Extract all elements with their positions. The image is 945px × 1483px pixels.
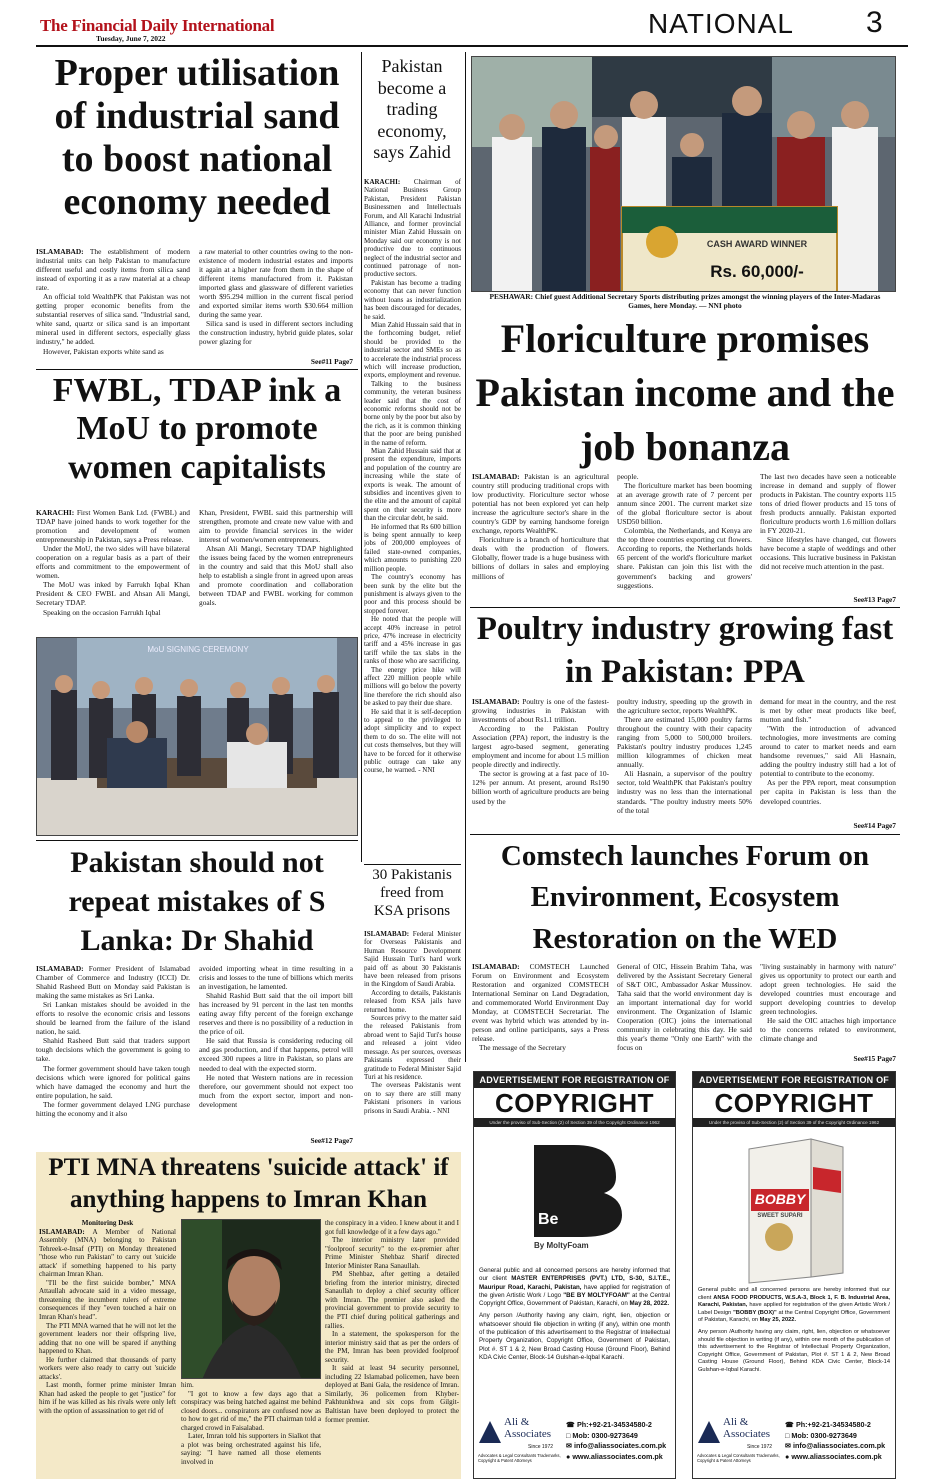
flori-continued: See#13 Page7 bbox=[853, 595, 896, 604]
peshawar-photo bbox=[471, 56, 896, 292]
ad1-firm-name: Ali & Associates bbox=[504, 1416, 552, 1440]
ad1-para2: Any person /Authority having any claim, right, lien, objection or whatsoever should file objection in writing (if any), within one month of the publication of this advertisement to the Registrar of Intellectual Property Organization, Copyright Office, Government of Pakistan, Plot #. ST 1 & 2, New Broad Casting House (Ground Floor), Behind KDA Civic Center, Block-14 Gulshan-e-Iqbal Karachi. bbox=[479, 1312, 670, 1361]
zahid-p8: He noted that the people will accept 40% increase in petrol price, 47% increase in electricity tariff and a 45% increase in gas tariff while the tax slabs in the ranks of those who are sacrificing. bbox=[364, 615, 461, 666]
comstech-col3 bbox=[760, 962, 896, 1054]
ad2-para1 bbox=[693, 1287, 895, 1325]
zahid-p3: Mian Zahid Hussain said that in the forthcoming budget, relief should be provided to the industrial sector and SMEs so as to accelerate the industrial process which will increase production, exports, employment and revenue. bbox=[364, 320, 461, 380]
zahid-p1: Chairman of National Business Group Pakistan, President Pakistan Businessmen and Intellectuals Forum, and All Karachi Industrial Alliance, and former provincial minister Mian Zahid Hussain on Monday said our economy is not productive due to continuous neglect of the industrial sector and continued patronage of non-productive sectors. bbox=[364, 178, 461, 279]
ad1-para1-post: at the Central Copyright Office, Government of Pakistan, Karachi, on bbox=[479, 1291, 670, 1308]
ad1-phone: ☎ Ph:+92-21-34534580-2 bbox=[566, 1420, 652, 1429]
fwbl-p3: The MoU was inked by Farrukh Iqbal Khan President & CEO FWBL and Ahsan Ali Mangi, Secretary TDAP. bbox=[36, 580, 190, 608]
pti-p4: He further claimed that thousands of party workers were also ready to carry out 'suicide attacks'. bbox=[39, 1355, 176, 1381]
ad2-top-banner: ADVERTISEMENT FOR REGISTRATION OF bbox=[693, 1072, 895, 1088]
poultry-dateline: ISLAMABAD: bbox=[472, 697, 520, 706]
flori-p4: The floriculture market has been booming at an average growth rate of 7 percent per annum since 2001. The current market size of the global floriculture sector is about USD50 billion. bbox=[617, 481, 752, 527]
ad2-date: May 25, 2022. bbox=[759, 1317, 797, 1324]
ad1-logo-by: By MoltyFoam bbox=[534, 1241, 589, 1250]
ad1-copyright-word: COPYRIGHT bbox=[494, 1088, 655, 1118]
comstech-dateline: ISLAMABAD: bbox=[472, 962, 520, 971]
poultry-p5: There are estimated 15,000 poultry farms throughout the country with their capacity ranging from 5,000 to 500,000 broilers. Pakistan's poultry industry produces 1,245 million kilogrammes of chicken meat annually. bbox=[617, 715, 752, 770]
flori-dateline: ISLAMABAD: bbox=[472, 472, 520, 481]
ad1-logo-text: Be bbox=[538, 1211, 559, 1228]
pti-byline: Monitoring Desk bbox=[81, 1219, 134, 1227]
pti-p6: him. bbox=[181, 1381, 194, 1389]
fwbl-p1: First Women Bank Ltd. (FWBL) and TDAP have joined hands to work together for the promotion and development of women entrepreneurship in Pakistan, says a Press release. bbox=[36, 508, 190, 545]
pti-p3: The PTI MNA warned that he will not let the government leaders nor their offspring live, adding that no one will be spared if anything happened to Khan. bbox=[39, 1321, 176, 1356]
ad2-client: ANSA FOOD PRODUCTS, W.S.A-3, Block 1, F. B. Industrial Area, Karachi, Pakistan, bbox=[698, 1294, 890, 1309]
pti-p5: Last month, former prime minister Imran Khan had asked the people to get "justice" for him if he was killed as his rivals were only left with the option of assassination to get rid of bbox=[39, 1381, 176, 1416]
sand-p2: An official told WealthPK that Pakistan was not getting proper economic benefits from the substantial reserves of silica sand. "Industrial sand, white sand, quartz or silica sand is an important mineral used in different sectors, especially glass industry," he added. bbox=[36, 292, 190, 347]
ad1-para1 bbox=[474, 1267, 675, 1308]
page-number: 3 bbox=[866, 6, 883, 39]
poultry-p6: Ali Hasnain, a supervisor of the poultry sector, told WealthPK that Pakistan's poultry industry was no less than the international standards. "The poultry industry meets 50% of the total bbox=[617, 769, 752, 815]
ad2-logo-text: BOBBY bbox=[754, 1191, 806, 1207]
sand-p3: However, Pakistan exports white sand as bbox=[43, 346, 164, 356]
flori-col2 bbox=[617, 472, 752, 606]
comstech-continued: See#15 Page7 bbox=[853, 1054, 896, 1063]
ad1-firm-triangle-icon bbox=[478, 1420, 502, 1444]
poultry-continued: See#14 Page7 bbox=[853, 821, 896, 830]
flori-col3 bbox=[760, 472, 896, 596]
poultry-col3 bbox=[760, 697, 896, 821]
fwbl-col1 bbox=[36, 508, 190, 632]
ad1-client: MASTER ENTERPRISES (PVT.) LTD, S-30, S.I.T.E., Mauripur Road, Karachi, Pakistan, bbox=[479, 1275, 670, 1291]
zahid-p7: The country's economy has been sunk by the elite but the punishment is always given to the poor and this process should be stopped forever. bbox=[364, 573, 461, 615]
comstech-col2 bbox=[617, 962, 752, 1066]
ad2-para1-pre: General public and all concerned persons are hereby informed that our client bbox=[698, 1287, 890, 1301]
ad2-firm-triangle-icon bbox=[697, 1420, 721, 1444]
flori-headline: Floriculture promises Pakistan income and the job bonanza bbox=[475, 316, 895, 469]
fwbl-photo-illustration bbox=[37, 638, 358, 836]
flori-p3: people. bbox=[617, 472, 639, 481]
ad2-work-name: "BOBBY (BOX)" bbox=[733, 1309, 777, 1316]
pti-col3 bbox=[325, 1219, 459, 1477]
ad1-firm-logo bbox=[478, 1416, 562, 1474]
masthead-newspaper-name: The Financial Daily International bbox=[40, 16, 275, 35]
pti-mna-photo bbox=[181, 1219, 321, 1379]
comstech-col1 bbox=[472, 962, 609, 1066]
prisons-p3: Sources privy to the matter said the released Pakistanis from abroad went to Sajid Turi's house and released a joint video message. As per sources, overseas Pakistanis expressed their gratitude to Federal Minister Sajid Turi at his residence. bbox=[364, 1014, 461, 1081]
lanka-p6: avoided importing wheat in time resulting in a crisis and losses to the tune of billions which merits an investigation, he lamented. bbox=[199, 964, 353, 992]
lanka-p7: Shahid Rashid Butt said that the oil import bill has increased by 91 percent in the last ten months eating away fifty percent of the foreign exchange reserves and there is no possibility of a reduction in the price of oil. bbox=[199, 991, 353, 1037]
sand-p1: The establishment of modern industrial units can help Pakistan to manufacture different useful and costly items from silica sand instead of exporting it as a raw material at a cheap rate. bbox=[36, 247, 190, 293]
pti-p1: A Member of National Assembly (MNA) belonging to Pakistan Tehreek-e-Insaf (PTI) on Monday threatened "those who run Pakistan" to carry out 'suicide attack' if something happened to his party chairman Imran Khan. bbox=[39, 1227, 176, 1279]
ad2-logo-area bbox=[693, 1127, 895, 1287]
fwbl-dateline: KARACHI: bbox=[36, 508, 75, 517]
prisons-body bbox=[364, 930, 461, 1148]
poultry-rule bbox=[470, 834, 900, 835]
ad2-phone-text: Ph:+92-21-34534580-2 bbox=[795, 1420, 871, 1429]
comstech-p5: He said the OIC attaches high importance to the concerns related to environment, climate change and bbox=[760, 1016, 896, 1044]
pti-p13: It said at least 94 security personnel, including 22 Islamabad policemen, have been deployed at Bani Gala, the residence of Imran. Similarly, 36 policemen from Khyber-Pakhtunkhwa and six cops from Gilgit-Baltistan have been deployed to protect the former premier. bbox=[325, 1364, 459, 1424]
prisons-p4: The overseas Pakistanis went on to say there are still many Pakistani prisoners in various prisons in Saudi Arabia. - NNI bbox=[364, 1081, 461, 1115]
prisons-p2: According to details, Pakistanis released from KSA jails have returned home. bbox=[364, 988, 461, 1014]
sand-rule bbox=[36, 369, 358, 370]
poultry-col2 bbox=[617, 697, 752, 831]
fwbl-p2: Under the MoU, the two sides will have bilateral cooperation on a regular basis as a part of their efforts and commitment to the empowerment of women. bbox=[36, 544, 190, 581]
lanka-headline: Pakistan should not repeat mistakes of S Lanka: Dr Shahid bbox=[68, 846, 326, 957]
poultry-headline: Poultry industry growing fast in Pakistan: PPA bbox=[476, 611, 894, 690]
poultry-p9: As per the PPA report, meat consumption per capita in Pakistan is less than the developed countries. bbox=[760, 778, 896, 806]
pti-p11: PM Shehbaz, after getting a detailed briefing from the interior ministry, directed Sanaullah to deploy a chief security officer with Imran. The premier also asked the provincial government to provide security to the PTI chief during political gatherings and rallies. bbox=[325, 1270, 459, 1330]
lanka-col1 bbox=[36, 964, 190, 1148]
poultry-p3: The sector is growing at a fast pace of 10-12% per annum. At present, around Rs190 billion worth of agriculture products are being used by the bbox=[472, 769, 609, 806]
comstech-p1: COMSTECH Launched Forum on Environment and Ecosystem Restoration and organized COMSTECH International Seminar on Land Degradation, and commemorated World Environment Day Monday, at COMSTECH Secretariat. The event was hybrid which was attended by in-person and online participants, says a Press release. bbox=[472, 962, 609, 1044]
ad2-firm-since: Since 1972 bbox=[747, 1444, 773, 1450]
ad2-logo-by: SWEET SUPARI bbox=[757, 1213, 803, 1219]
fwbl-mou-photo bbox=[36, 637, 358, 836]
masthead-date: Tuesday, June 7, 2022 bbox=[96, 34, 166, 43]
peshawar-caption: PESHAWAR: Chief guest Additional Secretary Sports distributing prizes amongst the winning players of the Inter-Madaras Games, here Monday. — NNI photo bbox=[489, 292, 881, 310]
svg-text:MoU SIGNING CEREMONY: MoU SIGNING CEREMONY bbox=[147, 645, 249, 654]
fwbl-p6: Ahsan Ali Mangi, Secretary TDAP highlighted the issues being faced by the women entrepreneurs in the country and said that this MoU shall also help to establish a single front in agreed upon areas and promote coordination and collaboration between TDAP and FWBL working for common goals. bbox=[199, 544, 353, 608]
poultry-p1: Poultry is one of the fastest-growing industries in Pakistan with investments of about Rs1.1 trillion. bbox=[472, 697, 609, 725]
lanka-p1: Former President of Islamabad Chamber of Commerce and Industry (ICCI) Dr. Shahid Rasheed Butt on Monday said Pakistan is making the same mistakes as Sri Lanka. bbox=[36, 964, 190, 1001]
comstech-p4: "living sustainably in harmony with nature" gives us opportunity to protect our earth and adopt green technologies. He said the developed countries must encourage and support developing countries to develop green technologies. bbox=[760, 962, 896, 1017]
ad2-para2: Any person /Authority having any claim, right, lien, objection or whatsoever should file objection in writing (if any), within one month of the publication of this advertisement to the Registrar of Intellectual Property Organization, Copyright Office, Government of Pakistan, Plot #. ST 1 & 2, New Broad Casting House (Ground Floor), Behind KDA Civic Center, Block-14 Gulshan-e-Iqbal Karachi. bbox=[698, 1328, 890, 1373]
ad1-work-name: "BE BY MOLTYFOAM" bbox=[563, 1291, 630, 1299]
fwbl-col2 bbox=[199, 508, 353, 632]
pti-p7: "I got to know a few days ago that a conspiracy was being hatched against me behind closed doors... conspirators are confused now as to how to get rid of me," the PTI chairman told a charged crowd in Faisalabad. bbox=[181, 1389, 321, 1432]
zahid-body bbox=[364, 178, 461, 864]
comstech-p3: General of OIC, Hissein Brahim Taha, was delivered by the Assistant Secretary General of S&T OIC, Ambassador Askar Mussinov. Taha said that the world environment day is an important international day for world environment. The Organization of Islamic Cooperation (OIC) joins the international community in celebrating this day. He said this year's theme "Only one Earth" with the focus on bbox=[617, 962, 752, 1053]
pti-p8: Later, Imran told his supporters in Sialkot that a plot was being orchestrated against his life, saying: "I have named all those elements involved in bbox=[181, 1432, 321, 1466]
ad1-mob: □ Mob: 0300-9273649 bbox=[566, 1430, 638, 1440]
ad2-para1-post: at the Central Copyright Office, Government of Pakistan, Karachi, on bbox=[698, 1309, 891, 1324]
ad2-email: ✉ info@aliassociates.com.pk bbox=[785, 1441, 886, 1450]
zahid-p10: He said that it is self-deception to appeal to the privileged to adopt simplicity and to expect them to do so. The elite will not cut costs themselves, but they will have to be forced for it otherwise public outrage can take any course, he warned. - NNI bbox=[364, 707, 461, 775]
ad2-para1-mid: have applied for registration of the given Artistic Work / Label Design bbox=[698, 1302, 891, 1316]
poultry-col1 bbox=[472, 697, 609, 831]
cheque-title: CASH AWARD WINNER bbox=[706, 239, 808, 249]
ad1-web-text: www.aliassociates.com.pk bbox=[572, 1451, 663, 1461]
flori-p7: Since lifestyles have changed, cut flowers have become a staple of weddings and other occasions. This lucrative business in Pakistan did not receive much attention in the past. bbox=[760, 535, 896, 572]
col-divider-right bbox=[465, 52, 466, 1062]
ad1-email: ✉ info@aliassociates.com.pk bbox=[566, 1441, 667, 1450]
sand-col1 bbox=[36, 247, 190, 367]
fwbl-p4: Speaking on the occasion Farrukh Iqbal bbox=[43, 607, 161, 617]
flori-col1 bbox=[472, 472, 609, 606]
cheque-amount: Rs. 60,000/- bbox=[710, 262, 804, 281]
ad1-para1-pre: General public and all concerned persons are hereby informed that our client bbox=[479, 1267, 670, 1283]
sand-dateline: ISLAMABAD: bbox=[36, 247, 84, 256]
pti-photo-illustration bbox=[182, 1220, 321, 1379]
ad2-subtitle: Under the proviso of Sub-Section (2) of Section 39 of the Copyright Ordinance 1962 bbox=[693, 1118, 895, 1127]
ad1-email-text: info@aliassociates.com.pk bbox=[574, 1441, 667, 1450]
flori-p1: Pakistan is an agricultural country still producing traditional crops with low productivity. Floriculture sector whose potential has not been explored yet can help increase the agriculture sector's share in the country's GDP by earning handsome foreign exchange, reports WealthPK. bbox=[472, 472, 609, 536]
lanka-p5: The former government delayed LNG purchase hitting the economy and it also bbox=[36, 1099, 190, 1118]
ad1-firm-since: Since 1972 bbox=[528, 1444, 554, 1450]
fwbl-p5: Khan, President, FWBL said this partnership will strengthen, promote and create new value with and aim to provide financial services in the wider interest of women/women entrepreneurs. bbox=[199, 508, 353, 545]
sand-headline: Proper utilisation of industrial sand to boost national economy needed bbox=[54, 52, 340, 223]
zahid-p6: He informed that Rs 600 billion is being spent annually to keep jobs of 200,000 employees of failed state-owned companies, which amounts to punishing 220 million people. bbox=[364, 522, 461, 573]
col-divider-left bbox=[361, 52, 362, 862]
prisons-headline: 30 Pakistanis freed from KSA prisons bbox=[372, 867, 452, 919]
fwbl-rule bbox=[36, 840, 358, 841]
pti-p9: the conspiracy in a video. I knew about it and I got full knowledge of it a few days ago." bbox=[325, 1219, 459, 1236]
ad1-top-banner: ADVERTISEMENT FOR REGISTRATION OF bbox=[474, 1072, 675, 1088]
comstech-p2: The message of the Secretary bbox=[479, 1043, 567, 1053]
ad1-firm-tagline: Advocates & Legal Consultants Trademarks, Copyright & Patent Attorneys bbox=[478, 1453, 561, 1463]
poultry-p2: According to the Pakistan Poultry Association (PPA) report, the industry is the largest agro-based segment, generating employment and income for about 1.5 million people directly and indirectly. bbox=[472, 724, 609, 770]
fwbl-headline: FWBL, TDAP ink a MoU to promote women capitalists bbox=[52, 372, 342, 486]
zahid-rule bbox=[364, 864, 461, 865]
ad1-mob-text: Mob: 0300-9273649 bbox=[572, 1430, 638, 1440]
ad2-firm-name: Ali & Associates bbox=[723, 1416, 771, 1440]
sand-p4: a raw material to other countries owing to the non-existence of modern industrial estates and imports it again at a higher rate from them in the shape of different items manufactured from it. Pakistan imported glass and glassware of different varieties worth $95.294 million in the current fiscal period and exported similar items worth $30.664 million during the same year. bbox=[199, 247, 353, 320]
ad1-para1-mid: have applied for registration of the given Artistic Work / Logo bbox=[479, 1283, 670, 1299]
ad2-contacts bbox=[785, 1420, 895, 1474]
copyright-ad-be bbox=[473, 1071, 676, 1479]
lanka-p2: Sri Lankan mistakes should be avoided in the efforts to resolve the economic crisis and lessons should be learned from the failure of the island nation, he said. bbox=[36, 1000, 190, 1037]
pti-p10: The interior ministry later provided "foolproof security" to the ex-premier after Prime Minister Shehbaz Sharif directed Interior Minister Rana Sanaullah. bbox=[325, 1236, 459, 1270]
pti-dateline: ISLAMABAD: bbox=[39, 1227, 85, 1236]
zahid-dateline: KARACHI: bbox=[364, 178, 401, 186]
section-name: NATIONAL bbox=[648, 8, 794, 39]
pti-p12: In a statement, the spokesperson for the interior ministry said that as per the orders of the PM, Imran has been provided foolproof security. bbox=[325, 1330, 459, 1364]
poultry-p8: "With the introduction of advanced technologies, more investments are coming around to cater to market needs and earn handsome revenues," said Ali Hasnain, adding the poultry industry still had a lot of potential to contribute to the economy. bbox=[760, 724, 896, 779]
ad1-contacts bbox=[566, 1420, 674, 1474]
flori-p6: The last two decades have seen a noticeable increase in demand and supply of flower products in Pakistan. The country exports 115 tons of dried flower products and 15 tons of fresh products annually. Pakistan exported floriculture products worth 1.6 million dollars in FY 2020-21. bbox=[760, 472, 896, 536]
ad2-firm-tagline: Advocates & Legal Consultants Trademarks, Copyright & Patent Attorneys bbox=[697, 1453, 780, 1463]
copyright-ad-bobby bbox=[692, 1071, 896, 1479]
ad2-web: ● www.aliassociates.com.pk bbox=[785, 1451, 882, 1461]
sand-continued: See#11 Page7 bbox=[310, 357, 353, 366]
comstech-headline: Comstech launches Forum on Environment, Ecosystem Restoration on the WED bbox=[500, 840, 870, 955]
pti-col2 bbox=[181, 1381, 321, 1477]
poultry-p4: poultry industry, speeding up the growth in the agriculture sector, reports WealthPK. bbox=[617, 697, 752, 716]
lanka-dateline: ISLAMABAD: bbox=[36, 964, 84, 973]
flori-p2: Floriculture is a branch of horticulture that deals with the production of flowers. Globally, flower trade is a huge business with billions of dollars in sales and employing millions of bbox=[472, 535, 609, 581]
ad2-mob-text: Mob: 0300-9273649 bbox=[791, 1430, 857, 1440]
poultry-p7: demand for meat in the country, and the rest is met by other meat products like beef, mutton and fish." bbox=[760, 697, 896, 725]
ad1-web: ● www.aliassociates.com.pk bbox=[566, 1451, 663, 1461]
ad1-subtitle: Under the proviso of Sub-Section (2) of Section 39 of the Copyright Ordinance 1962 bbox=[474, 1118, 675, 1127]
prisons-p1: Federal Minister for Overseas Pakistanis and Human Resource Development Sajid Hussain Turi's hard work paid off as about 30 Pakistanis have been released from prisons in the Kingdom of Saudi Arabia. bbox=[364, 930, 461, 989]
lanka-continued: See#12 Page7 bbox=[310, 1136, 353, 1145]
ad2-copyright-word: COPYRIGHT bbox=[714, 1088, 874, 1118]
peshawar-photo-illustration bbox=[472, 57, 896, 292]
sand-col2 bbox=[199, 247, 353, 357]
ad2-email-text: info@aliassociates.com.pk bbox=[793, 1441, 886, 1450]
ad1-logo-area bbox=[474, 1127, 675, 1267]
lanka-p3: Shahid Rasheed Butt said that traders support tough decisions which the government is going to take. bbox=[36, 1036, 190, 1064]
ad2-phone: ☎ Ph:+92-21-34534580-2 bbox=[785, 1420, 871, 1429]
lanka-p4: The former government should have taken tough decisions which were ignored for political gains which have damaged the economy and hurt the entire population, he said. bbox=[36, 1063, 190, 1100]
pti-col1 bbox=[39, 1219, 176, 1477]
pti-p2: "I'll be the first suicide bomber," MNA Attaullah advocate said in a video message, threatening the incumbent rulers of extreme consequences if they "even touched a hair on Imran Khan's head". bbox=[39, 1278, 176, 1322]
ad2-mob: □ Mob: 0300-9273649 bbox=[785, 1430, 857, 1440]
lanka-p9: He noted that Western nations are in recession therefore, our government should not expect too much from the export sector, import and non-development bbox=[199, 1072, 353, 1109]
lanka-col2 bbox=[199, 964, 353, 1136]
ad2-web-text: www.aliassociates.com.pk bbox=[791, 1451, 882, 1461]
ad1-phone-text: Ph:+92-21-34534580-2 bbox=[576, 1420, 652, 1429]
ad1-date: May 28, 2022. bbox=[629, 1300, 670, 1308]
sand-p5: Silica sand is used in different sectors including the construction industry, hybrid guide plates, solar power glazing for bbox=[199, 319, 353, 347]
lanka-p8: He said that Russia is considering reducing oil and gas production, and if that happens, petrol will exceed 300 rupees a litre in Pakistan, so plans are needed to deal with the expected storm. bbox=[199, 1036, 353, 1073]
zahid-p4: Talking to the business community, the veteran business leader said that the cost of economic reforms should not be borne only by the poor but also by the rich, as it is common thinking that the poor are being punished in the name of reform. bbox=[364, 379, 461, 447]
pti-headline: PTI MNA threatens 'suicide attack' if anything happens to Imran Khan bbox=[48, 1154, 449, 1213]
zahid-headline: Pakistan become a trading economy, says Zahid bbox=[373, 56, 451, 163]
masthead-rule bbox=[36, 45, 908, 47]
prisons-dateline: ISLAMABAD: bbox=[364, 930, 410, 938]
zahid-p5: Mian Zahid Hussain said that at present the expenditure, imports and population of the country are increasing while the state of exports is weak. The amount of subsidies and incentives given to the elite and the amount of capital spent on their security is more than the circular debt, he said. bbox=[364, 447, 461, 523]
zahid-p9: The energy price hike will affect 220 million people while millions will go below the poverty line therefore the rich should also be asked to pay their due share. bbox=[364, 665, 461, 708]
zahid-p2: Pakistan has become a trading economy that can never function without loans as industrialization has been discouraged for decades, he said. bbox=[364, 278, 461, 321]
ad2-firm-logo bbox=[697, 1416, 781, 1474]
flori-p5: Colombia, the Netherlands, and Kenya are the top three countries exporting cut flowers. According to reports, the Netherlands holds 65 percent of the world's floriculture market share. Pakistan can join this list with the government's backing and growers' suggestions. bbox=[617, 526, 752, 590]
